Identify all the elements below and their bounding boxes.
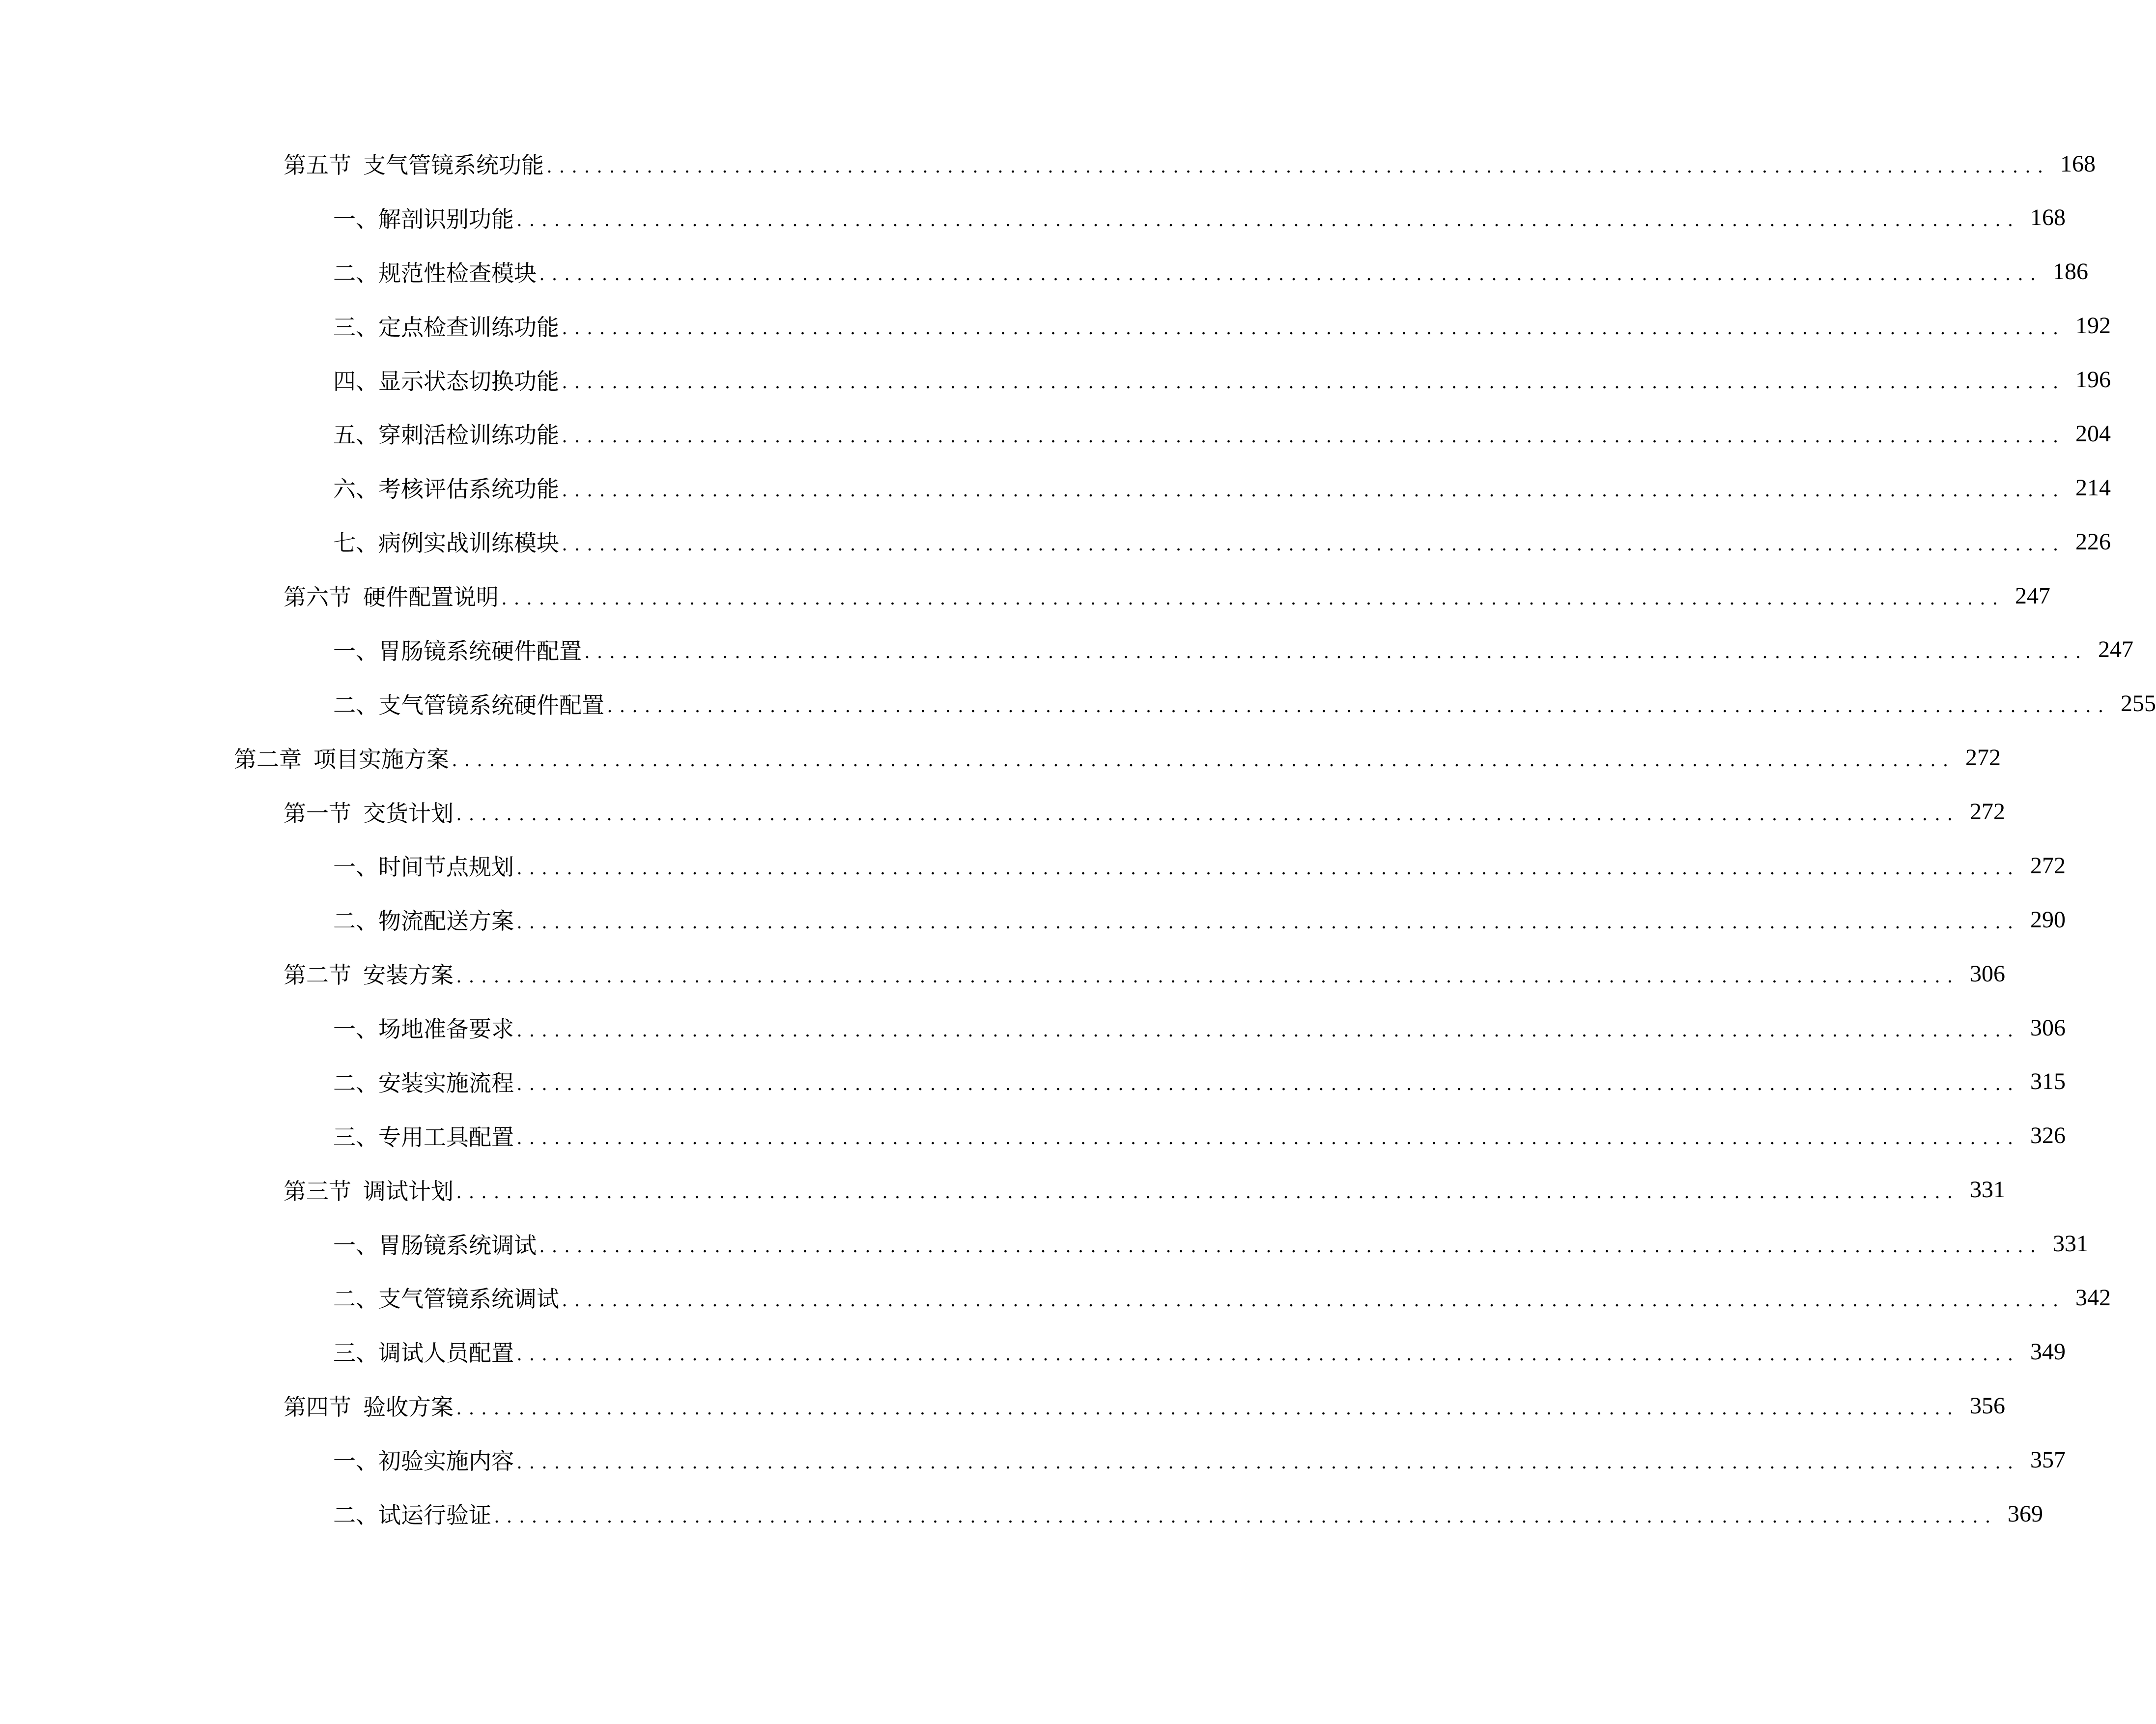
toc-entry-number: 第一节	[284, 801, 351, 826]
toc-entry-title: 安装实施流程	[378, 1070, 514, 1096]
toc-entry-page: 369	[2008, 1500, 2043, 1527]
toc-entry-page: 214	[2075, 474, 2111, 501]
toc-entry-page: 349	[2030, 1338, 2066, 1365]
dot-leader: ........................................................................................................................	[562, 1288, 2066, 1311]
toc-entry-number: 七、	[333, 531, 378, 556]
toc-entry-page: 306	[2030, 1014, 2066, 1041]
toc-entry-number: 三、	[333, 1124, 378, 1150]
toc-entry-title: 专用工具配置	[378, 1124, 514, 1150]
toc-entry[interactable]	[0, 1229, 2088, 1259]
toc-entry-page: 255	[2121, 690, 2156, 717]
dot-leader: ........................................................................................................................	[585, 640, 2088, 663]
toc-entry-page: 226	[2075, 528, 2111, 555]
toc-entry-number: 一、	[333, 1233, 378, 1258]
toc-entry[interactable]	[0, 1013, 2066, 1042]
toc-entry-number: 第三节	[284, 1178, 351, 1204]
toc-entry-title: 物流配送方案	[378, 909, 514, 934]
dot-leader: ........................................................................................................................	[456, 803, 1960, 825]
dot-leader: ........................................................................................................................	[562, 424, 2066, 447]
toc-entry-title: 调试计划	[363, 1178, 454, 1204]
toc-entry-title: 考核评估系统功能	[378, 477, 559, 502]
dot-leader: ........................................................................................................................	[517, 1342, 2020, 1365]
toc-entry[interactable]	[0, 311, 2111, 341]
toc-entry-title: 验收方案	[363, 1395, 454, 1420]
toc-entry-title: 初验实施内容	[378, 1449, 514, 1474]
toc-entry-number: 三、	[333, 1341, 378, 1366]
toc-entry[interactable]	[0, 419, 2111, 448]
toc-entry-title: 场地准备要求	[378, 1017, 514, 1042]
dot-leader: ........................................................................................................................	[494, 1504, 1998, 1527]
dot-leader: ........................................................................................................................	[547, 154, 2050, 177]
toc-entry-number: 第二节	[284, 963, 351, 988]
toc-entry-number: 二、	[333, 260, 378, 286]
toc-entry-page: 247	[2098, 636, 2133, 663]
dot-leader: ........................................................................................................................	[539, 262, 2043, 285]
toc-entry-title: 支气管镜系统调试	[378, 1287, 559, 1312]
toc-entry-number: 第四节	[284, 1395, 351, 1420]
dot-leader: ........................................................................................................................	[456, 1396, 1960, 1419]
dot-leader: ........................................................................................................................	[607, 694, 2111, 717]
toc-entry-page: 315	[2030, 1068, 2066, 1095]
toc-entry[interactable]	[0, 1121, 2066, 1150]
toc-entry[interactable]	[0, 581, 2050, 610]
toc-entry[interactable]	[0, 743, 2001, 773]
toc-entry-number: 一、	[333, 1017, 378, 1042]
toc-entry[interactable]	[0, 1499, 2043, 1528]
toc-entry-title: 胃肠镜系统调试	[378, 1233, 537, 1258]
dot-leader: ........................................................................................................................	[562, 316, 2066, 339]
toc-entry-title: 胃肠镜系统硬件配置	[378, 638, 582, 664]
toc-entry-title: 硬件配置说明	[363, 585, 499, 610]
toc-entry[interactable]	[0, 689, 2156, 718]
toc-entry[interactable]	[0, 905, 2066, 934]
toc-entry-number: 二、	[333, 1070, 378, 1096]
dot-leader: ........................................................................................................................	[517, 208, 2020, 231]
toc-entry[interactable]	[0, 1067, 2066, 1096]
toc-entry-page: 247	[2015, 582, 2050, 609]
toc-entry-number: 二、	[333, 692, 378, 718]
toc-entry-number: 第五节	[284, 153, 351, 178]
toc-entry-page: 326	[2030, 1122, 2066, 1149]
toc-entry-page: 290	[2030, 906, 2066, 933]
toc-entry-page: 272	[1970, 799, 2005, 825]
toc-entry-number: 一、	[333, 1449, 378, 1474]
dot-leader: ........................................................................................................................	[562, 532, 2066, 555]
toc-entry-page: 331	[2053, 1231, 2088, 1257]
toc-entry[interactable]	[0, 149, 2096, 178]
toc-entry-number: 二、	[333, 909, 378, 934]
toc-entry-page: 168	[2030, 204, 2066, 231]
toc-entry-title: 病例实战训练模块	[378, 531, 559, 556]
toc-entry[interactable]	[0, 1337, 2066, 1366]
dot-leader: ........................................................................................................................	[452, 748, 1956, 771]
dot-leader: ........................................................................................................................	[539, 1235, 2043, 1257]
toc-entry[interactable]	[0, 635, 2133, 664]
toc-entry-number: 四、	[333, 369, 378, 394]
toc-entry-page: 186	[2053, 259, 2088, 285]
toc-entry[interactable]	[0, 1175, 2005, 1205]
dot-leader: ........................................................................................................................	[456, 964, 1960, 987]
toc-entry-number: 一、	[333, 638, 378, 664]
toc-entry-page: 331	[1970, 1177, 2005, 1203]
toc-entry-number: 一、	[333, 855, 378, 880]
dot-leader: ........................................................................................................................	[517, 856, 2020, 879]
toc-entry[interactable]	[0, 1283, 2111, 1312]
toc-entry[interactable]	[0, 203, 2066, 232]
toc-entry[interactable]	[0, 797, 2005, 827]
toc-entry-number: 第六节	[284, 585, 351, 610]
toc-entry-title: 定点检查训练功能	[378, 315, 559, 340]
toc-entry-title: 调试人员配置	[378, 1341, 514, 1366]
toc-entry-title: 解剖识别功能	[378, 206, 514, 232]
toc-entry-title: 交货计划	[363, 801, 454, 826]
toc-entry-title: 试运行验证	[378, 1503, 491, 1528]
toc-entry-title: 支气管镜系统功能	[363, 153, 544, 178]
toc-entry-title: 项目实施方案	[313, 747, 449, 772]
toc-entry-page: 272	[1965, 745, 2001, 771]
toc-entry-page: 356	[1970, 1392, 2005, 1419]
toc-entry-number: 三、	[333, 315, 378, 340]
toc-entry-page: 306	[1970, 960, 2005, 987]
toc-entry-page: 168	[2060, 150, 2096, 177]
toc-entry-page: 192	[2075, 313, 2111, 339]
dot-leader: ........................................................................................................................	[502, 586, 2005, 609]
toc-entry-title: 显示状态切换功能	[378, 369, 559, 394]
toc-entry-title: 支气管镜系统硬件配置	[378, 692, 604, 718]
toc-entry[interactable]	[0, 473, 2111, 502]
dot-leader: ........................................................................................................................	[517, 1126, 2020, 1149]
toc-entry[interactable]	[0, 257, 2088, 287]
toc-entry-number: 五、	[333, 423, 378, 448]
toc-entry-number: 二、	[333, 1503, 378, 1528]
dot-leader: ........................................................................................................................	[456, 1180, 1960, 1203]
toc-entry-title: 时间节点规划	[378, 855, 514, 880]
toc-entry-page: 342	[2075, 1284, 2111, 1311]
dot-leader: ........................................................................................................................	[517, 1018, 2020, 1041]
toc-entry[interactable]	[0, 527, 2111, 556]
toc-entry[interactable]	[0, 1391, 2005, 1420]
toc-entry-title: 安装方案	[363, 963, 454, 988]
toc-entry-page: 196	[2075, 367, 2111, 393]
toc-entry-title: 穿刺活检训练功能	[378, 423, 559, 448]
dot-leader: ........................................................................................................................	[517, 910, 2020, 933]
toc-entry-number: 二、	[333, 1287, 378, 1312]
toc-entry[interactable]	[0, 1445, 2066, 1474]
dot-leader: ........................................................................................................................	[562, 371, 2066, 393]
dot-leader: ........................................................................................................................	[562, 478, 2066, 501]
toc-entry[interactable]	[0, 365, 2111, 395]
toc-entry[interactable]	[0, 851, 2066, 880]
toc-entry[interactable]	[0, 959, 2005, 988]
dot-leader: ........................................................................................................................	[517, 1072, 2020, 1095]
toc-entry-title: 规范性检查模块	[378, 260, 537, 286]
toc-entry-page: 272	[2030, 852, 2066, 879]
toc-entry-page: 204	[2075, 420, 2111, 447]
toc-entry-number: 六、	[333, 477, 378, 502]
dot-leader: ........................................................................................................................	[517, 1450, 2020, 1473]
toc-entry-page: 357	[2030, 1446, 2066, 1473]
toc-entry-number: 第二章	[234, 747, 302, 772]
toc-entry-number: 一、	[333, 206, 378, 232]
